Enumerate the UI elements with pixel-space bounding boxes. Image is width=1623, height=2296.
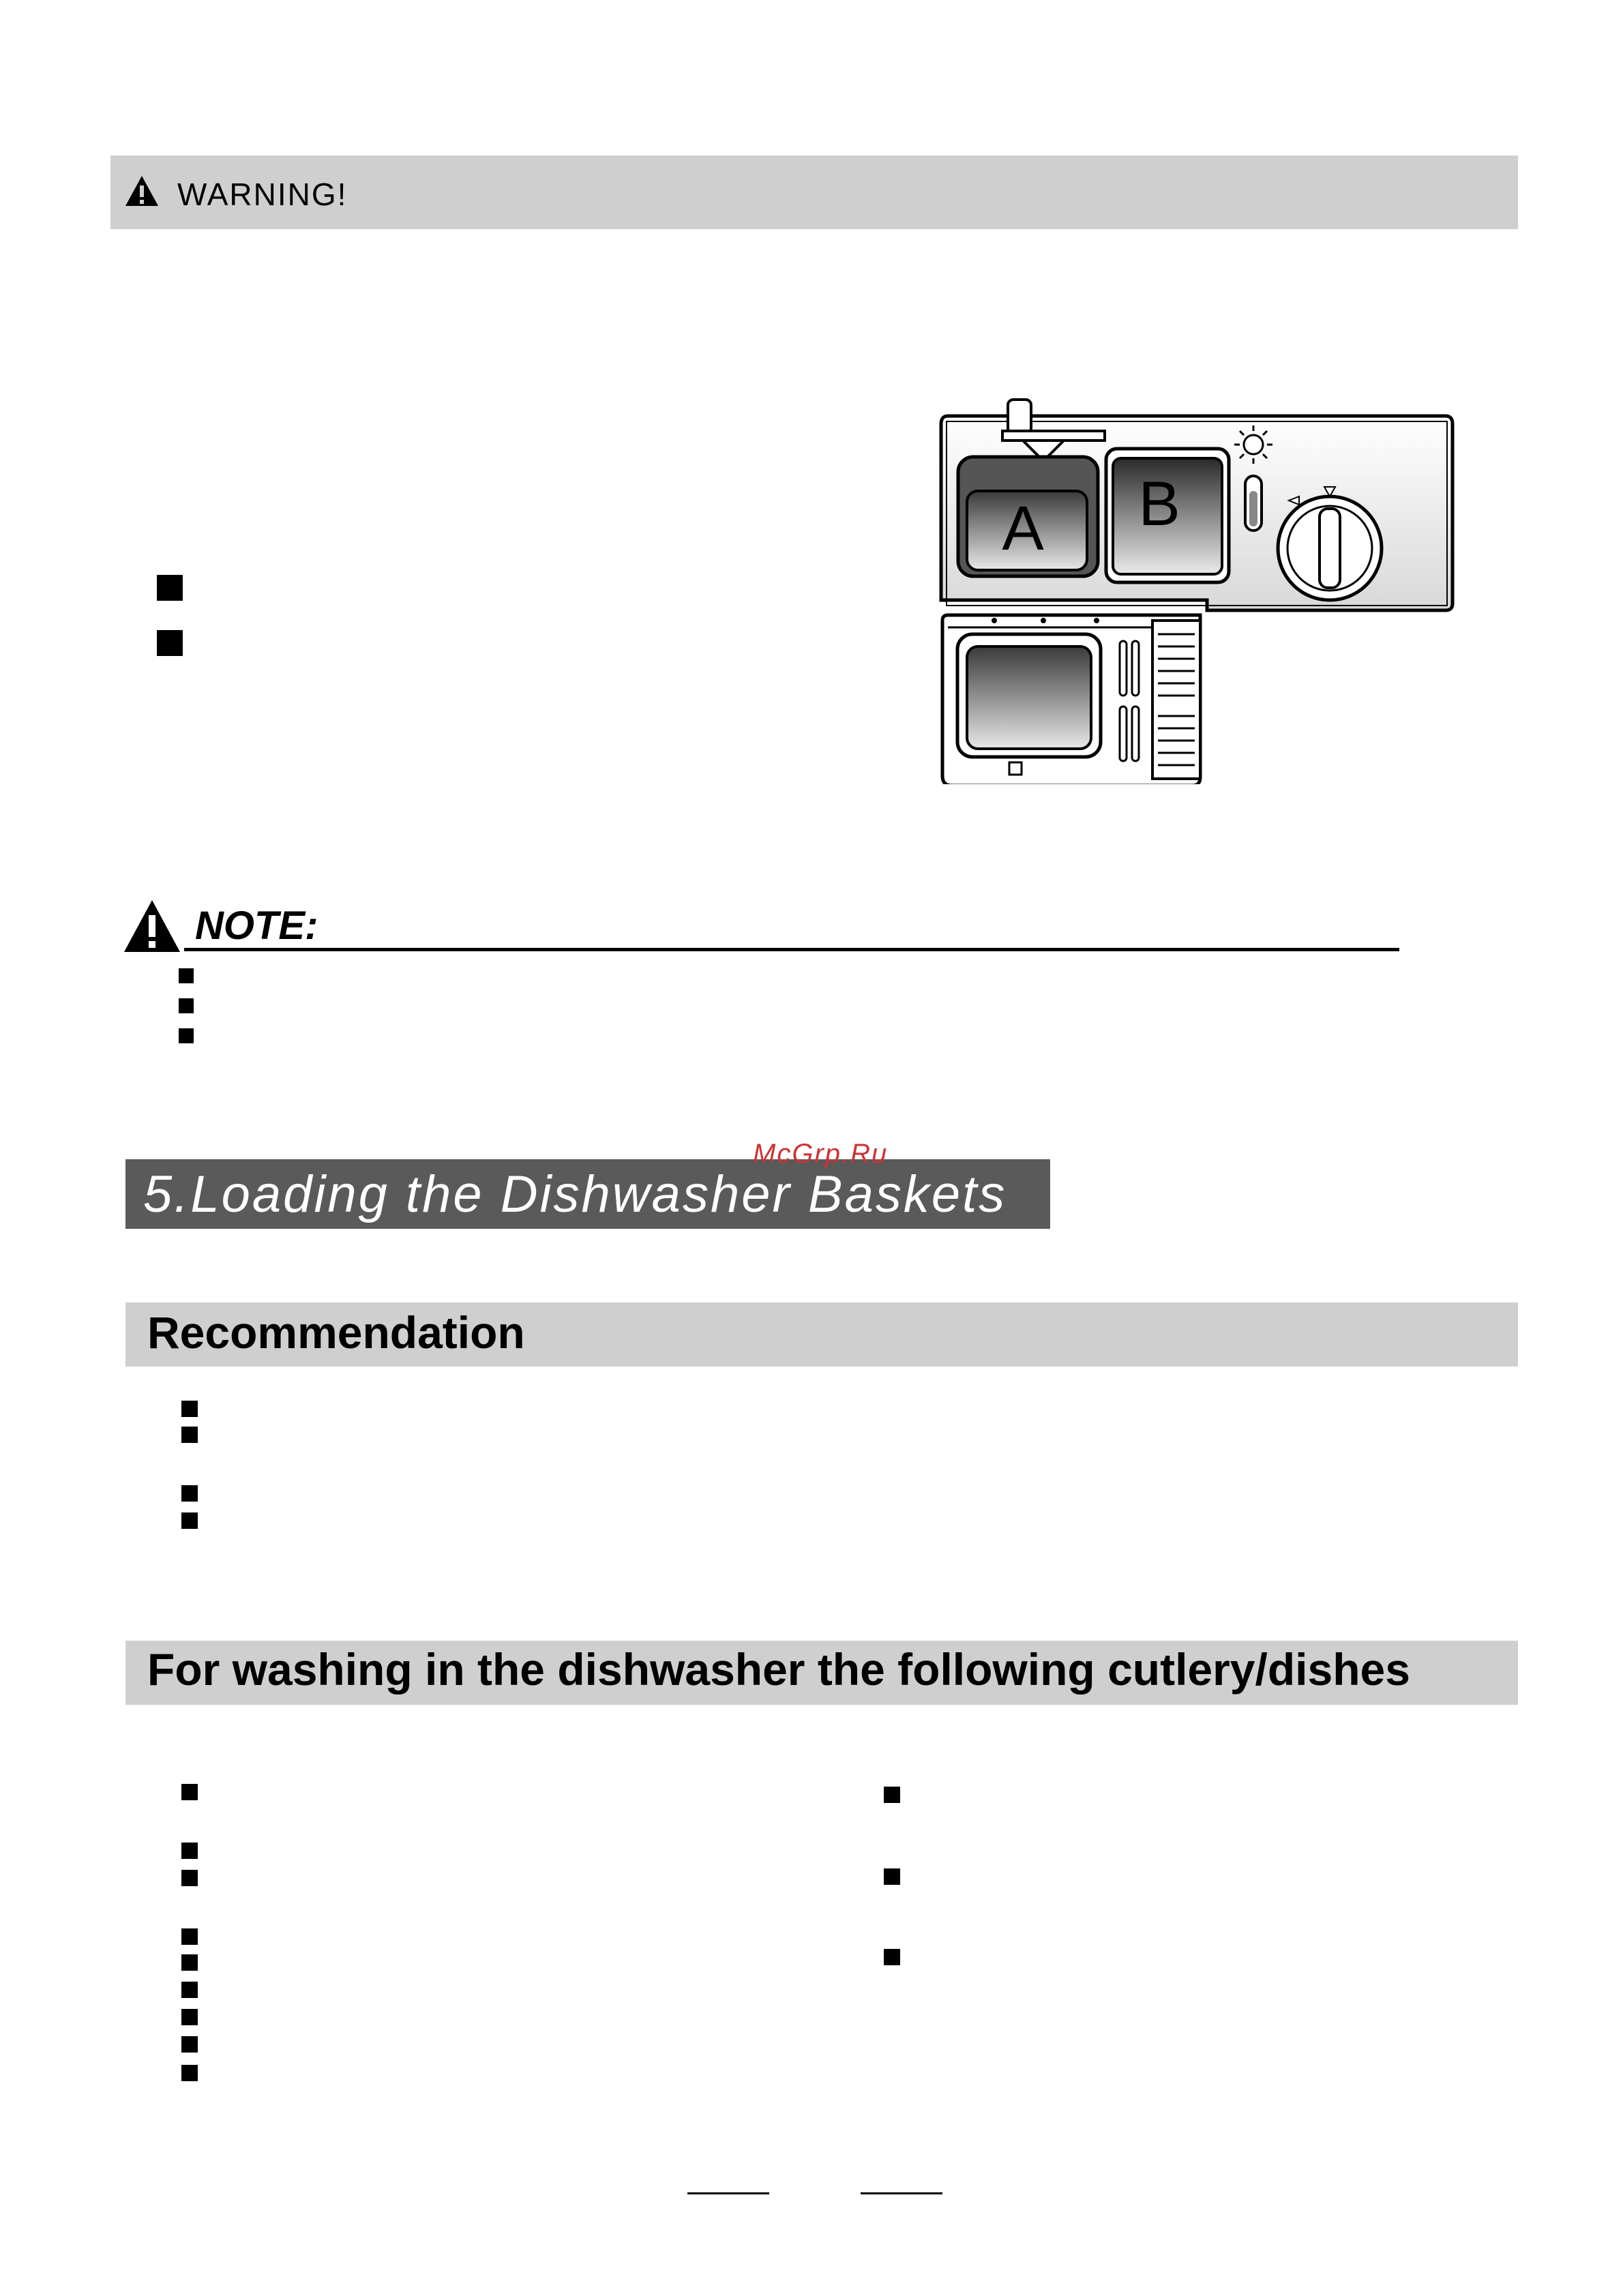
note-rule (184, 948, 1399, 951)
bullet (181, 1485, 198, 1502)
page-number-rule-left (687, 2192, 769, 2194)
figure-label-a: A (1002, 494, 1044, 563)
bullet (884, 1868, 900, 1885)
figure-label-b: B (1138, 469, 1180, 539)
bullet (181, 2009, 198, 2025)
bullet (179, 968, 194, 983)
bullet (181, 1870, 198, 1886)
warning-triangle-icon (124, 175, 160, 207)
warning-title: WARNING! (177, 177, 348, 212)
bullet (157, 630, 183, 656)
bullet (179, 998, 194, 1013)
bullet (181, 2065, 198, 2081)
note-title: NOTE: (195, 904, 318, 948)
page-number-rule-right (861, 2192, 942, 2194)
bullet (181, 1982, 198, 1998)
bullet (157, 575, 183, 601)
bullet (181, 1784, 198, 1800)
bullet (181, 1512, 198, 1529)
warning-triangle-icon (123, 899, 181, 953)
bullet (181, 1401, 198, 1417)
washing-title: For washing in the dishwasher the following cutlery/dishes (147, 1644, 1410, 1695)
bullet (884, 1949, 900, 1965)
dispenser-diagram (927, 396, 1459, 784)
bullet (181, 1928, 198, 1945)
bullet (181, 1843, 198, 1859)
watermark: McGrp.Ru (753, 1139, 889, 1169)
bullet (179, 1028, 194, 1043)
section-title: 5.Loading the Dishwasher Baskets (143, 1165, 1007, 1223)
bullet (181, 1427, 198, 1443)
bullet (884, 1787, 900, 1803)
bullet (181, 2036, 198, 2053)
recommendation-title: Recommendation (147, 1307, 525, 1358)
bullet (181, 1954, 198, 1971)
